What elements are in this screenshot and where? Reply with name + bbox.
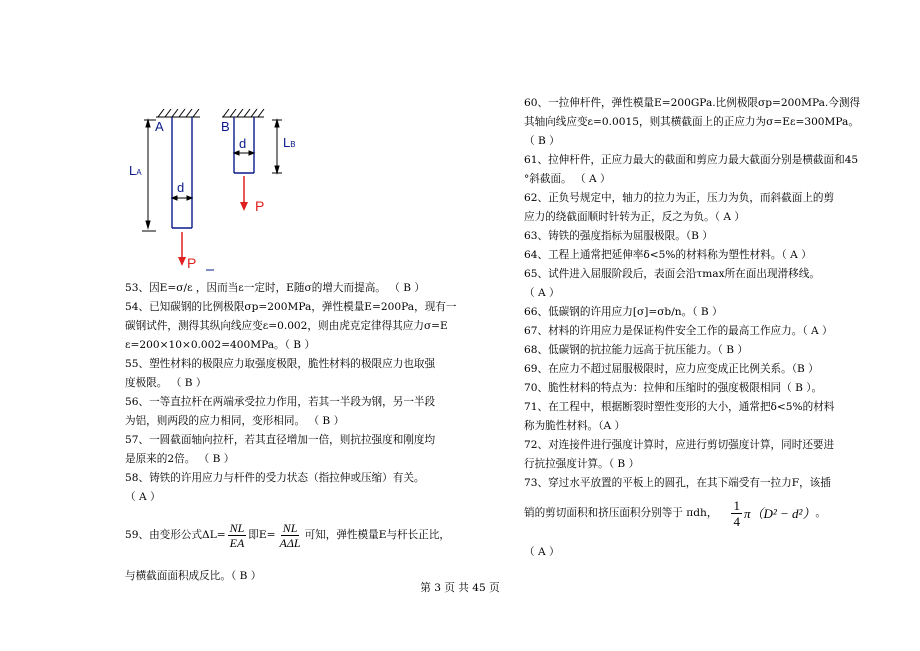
question-item: [125, 279, 470, 298]
question-item: [125, 469, 470, 507]
left-force-arrow: [178, 232, 186, 266]
question-item: [524, 246, 869, 265]
question-line: 72、对连接件进行强度计算时，应进行剪切强度计算，同时还要进: [524, 439, 835, 451]
q59-f2-denominator: AΔL: [279, 535, 301, 550]
question-item: [524, 436, 869, 474]
question-line: 其轴向线应变ε=0.0015，则其横截面上的正应力为σ=Eε=300MPa。: [524, 116, 859, 128]
question-line: 55、塑性材料的极限应力取强度极限，脆性材料的极限应力也取强: [125, 358, 436, 370]
label-p-right: P: [255, 198, 265, 214]
question-item: [524, 360, 869, 379]
q59-mid: 即E=: [248, 528, 276, 541]
question-line: （ A ）: [524, 287, 560, 299]
q59-f1-denominator: EA: [229, 535, 245, 550]
question-line: （ A ）: [125, 491, 161, 503]
q59-prefix: 59、由变形公式ΔL=: [125, 528, 226, 541]
question-line: 应力的绕截面顺时针转为正，反之为负。（ A ）: [524, 211, 745, 223]
question-item: [524, 474, 869, 493]
q73-answer: （ A ）: [524, 546, 560, 558]
q73-line2-prefix: 销的剪切面积和挤压面积分别等于 πdh，: [524, 506, 718, 519]
question-item: [524, 322, 869, 341]
question-line: 为铝，则两段的应力相同，变形相同。 （ B ）: [125, 415, 345, 427]
label-d-left: d: [177, 180, 185, 195]
label-la: LA: [129, 163, 142, 178]
left-d-dimension: [172, 196, 192, 200]
question-line: 碳钢试件，测得其纵向线应变ε=0.002，则由虎克定律得其应力σ=E: [125, 320, 448, 332]
question-line: 度极限。 （ B ）: [125, 377, 207, 389]
question-item: [524, 398, 869, 436]
right-force-arrow: [240, 176, 248, 211]
question-item: [524, 151, 869, 189]
question-line: 69、在应力不超过屈服极限时，应力应变成正比例关系。（B ）: [524, 363, 819, 375]
q59-f1-numerator: NL: [229, 520, 245, 535]
question-line: 66、低碳钢的许用应力[σ]=σb/n。（ B ）: [524, 306, 723, 318]
right-question-list: [524, 94, 869, 493]
question-line: °斜截面。 （ A ）: [524, 173, 611, 185]
question-item: [524, 303, 869, 322]
question-item: [524, 379, 869, 398]
question-line: 64、工程上通常把延伸率δ<5%的材料称为塑性材料。（ A ）: [524, 249, 812, 261]
right-d-dimension: [234, 151, 254, 155]
page-footer: 第 3 页 共 45 页: [420, 582, 500, 594]
q59-f2-numerator: NL: [282, 520, 298, 535]
question-line: 54、已知碳钢的比例极限σp=200MPa，弹性模量E=200Pa，现有一: [125, 301, 457, 313]
label-b: B: [221, 119, 230, 134]
question-item: [524, 341, 869, 360]
q73-frac-denominator: 4: [733, 513, 740, 529]
question-item: [125, 298, 470, 355]
q73-expression: π（D² − d²）: [743, 505, 816, 521]
q73-frac-numerator: 1: [733, 497, 740, 513]
q59-formula-line: [125, 513, 470, 557]
label-d-right: d: [239, 136, 247, 151]
question-line: 行抗拉强度计算。（ B ）: [524, 458, 640, 470]
left-question-list: [125, 279, 470, 507]
question-line: 是原来的2倍。 （ B ）: [125, 453, 235, 465]
left-rod: [172, 117, 192, 228]
question-59: [125, 513, 470, 586]
right-length-dimension: [272, 120, 282, 173]
question-item: [125, 431, 470, 469]
label-a: A: [155, 119, 164, 134]
left-column: [125, 279, 470, 586]
left-length-dimension: [142, 120, 156, 231]
question-line: 57、一圆截面轴向拉杆，若其直径增加一倍，则抗拉强度和刚度均: [125, 434, 436, 446]
q73-formula-line: [524, 493, 869, 533]
question-line: 56、一等直拉杆在两端承受拉力作用，若其一半段为钢，另一半段: [125, 396, 436, 408]
q73-fraction: [731, 498, 742, 529]
q59-fraction-2: [278, 521, 303, 550]
question-line: 73、穿过水平放置的平板上的圆孔，在其下端受有一拉力F，该插: [524, 477, 831, 489]
question-item: [125, 355, 470, 393]
question-line: 68、低碳钢的抗拉能力远高于抗压能力。（ B ）: [524, 344, 748, 356]
question-line: 65、试件进入屈服阶段后，表面会沿τmax所在面出现滑移线。: [524, 268, 820, 280]
left-support-hatch: [156, 109, 200, 117]
question-item: [125, 393, 470, 431]
question-item: [524, 227, 869, 246]
question-line: 71、在工程中，根据断裂时塑性变形的大小，通常把δ<5%的材料: [524, 401, 835, 413]
question-line: 67、材料的许用应力是保证构件安全工作的最高工作应力。（ A ）: [524, 325, 833, 337]
question-line: 63、铸铁的强度指标为屈服极限。（B ）: [524, 230, 713, 242]
right-support-hatch: [222, 109, 264, 117]
label-lb: LB: [283, 135, 296, 150]
question-line: 58、铸铁的许用应力与杆件的受力状态（指拉伸或压缩）有关。: [125, 472, 425, 484]
rod-figure: [120, 100, 320, 280]
question-item: [524, 189, 869, 227]
question-line: 60、一拉伸杆件，弹性模量E=200GPa.比例极限σp=200MPa.今测得: [524, 97, 861, 109]
question-line: 61、拉伸杆件，正应力最大的截面和剪应力最大截面分别是横截面和45: [524, 154, 859, 166]
question-line: （ B ）: [524, 135, 560, 147]
question-line: ε=200×10×0.002=400MPa。（ B ）: [125, 339, 316, 351]
question-line: 70、脆性材料的特点为：拉伸和压缩时的强度极限相同（ B ）。: [524, 382, 823, 394]
right-column: [524, 94, 869, 562]
question-line: 称为脆性材料。（A ）: [524, 420, 626, 432]
label-p-left: P: [187, 255, 197, 271]
q59-line-2: 与横截面面积成反比。（ B ）: [125, 570, 262, 582]
question-item: [524, 265, 869, 303]
q59-suffix: 可知，弹性模量E与杆长正比，: [304, 528, 451, 541]
question-item: [524, 94, 869, 151]
question-line: 53、因E=σ/ε ，因而当ε一定时，E随σ的增大而提高。 （ B ）: [125, 282, 425, 294]
q59-fraction-1: [228, 521, 247, 550]
tension-rod-diagram: [120, 100, 320, 280]
question-line: 62、正负号规定中，轴力的拉力为正，压力为负，而斜截面上的剪: [524, 192, 835, 204]
q73-suffix: 。: [815, 506, 826, 519]
